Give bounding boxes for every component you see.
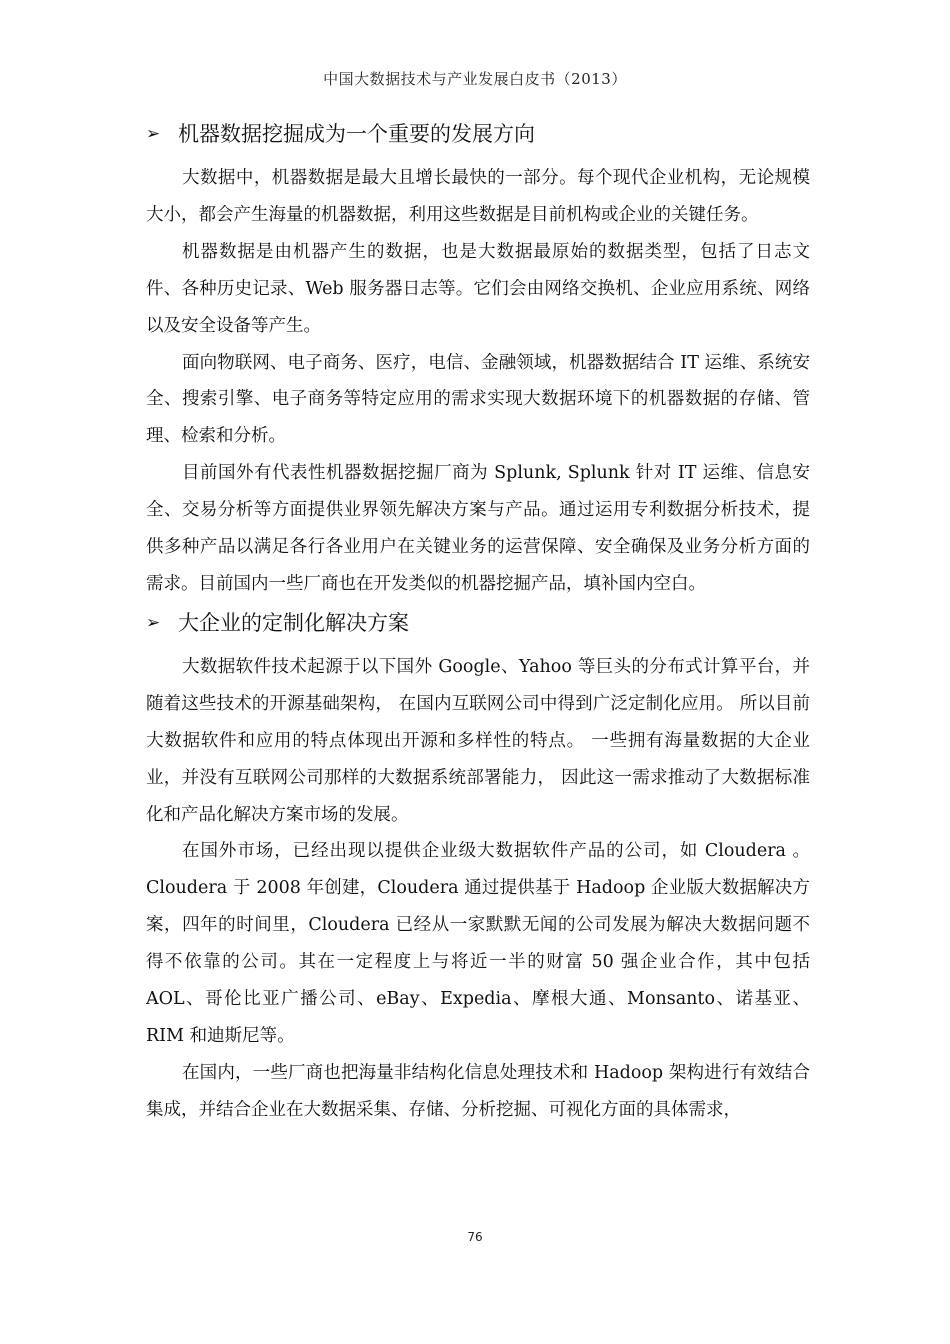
paragraph: 目前国外有代表性机器数据挖掘厂商为 Splunk, Splunk 针对 IT 运维、信息安全、交易分析等方面提供业界领先解决方案与产品。通过运用专利数据分析技术，提供多种产品以满足各行各业用户在关键业务的运营保障、安全确保及业务分析方面的需求。目前国内一些厂商也在开发类似的机器挖掘产品，填补国内空白。	[146, 463, 810, 594]
section-heading	[146, 116, 810, 152]
section-heading-text: 大企业的定制化解决方案	[178, 610, 409, 635]
paragraph: 在国内，一些厂商也把海量非结构化信息处理技术和 Hadoop 架构进行有效结合集成，并结合企业在大数据采集、存储、分析挖掘、可视化方面的具体需求，	[146, 1062, 810, 1120]
paragraph: 机器数据是由机器产生的数据，也是大数据最原始的数据类型，包括了日志文件、各种历史记录、Web 服务器日志等。它们会由网络交换机、企业应用系统、网络以及安全设备等产生。	[146, 241, 810, 336]
section-heading-text: 机器数据挖掘成为一个重要的发展方向	[178, 122, 535, 146]
page-header: 中国大数据技术与产业发展白皮书（2013）	[323, 70, 627, 88]
arrow-bullet-icon: ➢	[146, 612, 161, 633]
paragraph: 大数据软件技术起源于以下国外 Google、Yahoo 等巨头的分布式计算平台，并随着这些技术的开源基础架构， 在国内互联网公司中得到广泛定制化应用。 所以目前大数据软件和应用的特点体现出开源和多样性的特点。 一些拥有海量数据的大企业业，并没有互联网公司那样的大数据系统部署能力， 因此这一需求推动了大数据标准化和产品化解决方案市场的发展。	[146, 656, 810, 825]
paragraph: 在国外市场，已经出现以提供企业级大数据软件产品的公司，如 Cloudera 。Cloudera 于 2008 年创建，Cloudera 通过提供基于 Hadoop 企业版大数据解决方案，四年的时间里，Cloudera 已经从一家默默无闻的公司发展为解决大数据问题不得不依靠的公司。其在一定程度上与将近一半的财富 50 强企业合作，其中包括 AOL、哥伦比亚广播公司、eBay、Expedia、摩根大通、Monsanto、诺基亚、RIM 和迪斯尼等。	[146, 841, 810, 1046]
arrow-bullet-icon: ➢	[146, 124, 161, 144]
page-number: 76	[467, 1230, 483, 1244]
section-heading	[146, 605, 810, 641]
paragraph: 大数据中，机器数据是最大且增长最快的一部分。每个现代企业机构，无论规模大小，都会产生海量的机器数据，利用这些数据是目前机构或企业的关键任务。	[146, 168, 810, 225]
page-body	[146, 116, 810, 1129]
paragraph: 面向物联网、电子商务、医疗，电信、金融领域，机器数据结合 IT 运维、系统安全、搜索引擎、电子商务等特定应用的需求实现大数据环境下的机器数据的存储、管理、检索和分析。	[146, 352, 810, 447]
